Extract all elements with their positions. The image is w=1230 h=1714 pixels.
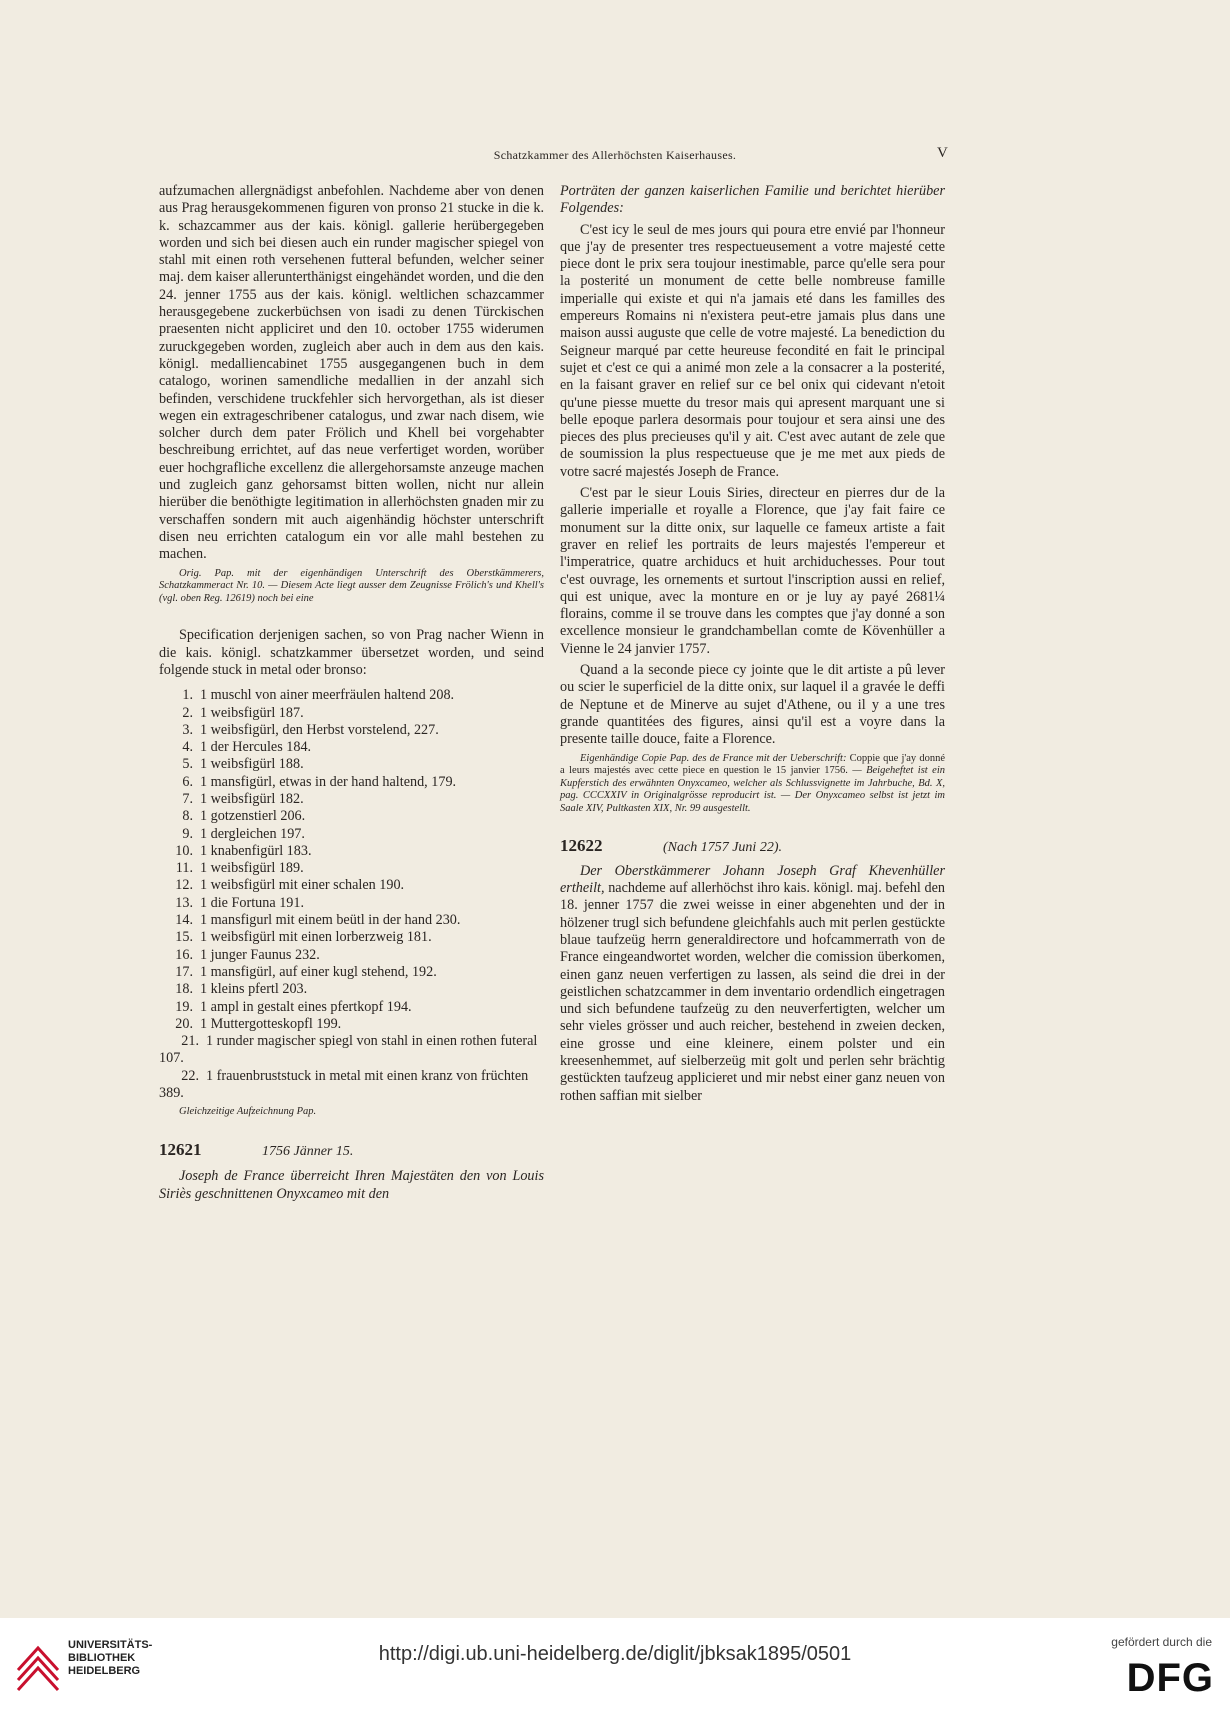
running-title: Schatzkammer des Allerhöchsten Kaiserhauses. (493, 148, 737, 162)
list-item: 20. 1 Muttergotteskopfl 199. (175, 1015, 342, 1032)
list-item: 2. 1 weibsfigürl 187. (182, 704, 304, 721)
left-column (159, 183, 544, 1203)
regest-date: (Nach 1757 Juni 22). (663, 840, 782, 856)
left-paragraph-1: aufzumachen allergnädigst anbefohlen. Nachdeme aber von denen aus Prag herausgekommenen figuren von pronso 21 stucke in die k. k. schazcammer aus der kais. königl. gallerie herübergegeben worden und sich bei diesen auch ein runder magischer spiegel von stahl mit einen roth versehenen futteral befunden, welcher seiner maj. dem kaiser allerunterthänigst eingehändet worden, und die den 24. jenner 1755 aus der kais. königl. weltlichen schazcammer herausgegebene zuckerbüchsen von isadi zu denen Türckischen praesenten nicht appliciret und den 10. october 1755 widerumen zuruckgegeben worden, zugleich aber auch in dem aus den kais. königl. medalliencabinet 1755 ausgegangenen buch in dem catalogo, worinen samendliche medallien in der anzahl sich befinden, verschidene truckfehler sich hervorgethan, als ist dieser wegen ein extrageschribener catalogus, und zwar nach disem, wie solcher durch dem pater Frölich und Khell bei vorgehabter beschreibung errichtet, auf das neue verfertiget worden, worüber euer hochgrafliche excellenz die allergehorsamste anzeuge machen und zugleich ganz gehorsamst bitten wollen, nicht nur allein hierüber die benöthigte legitimation in allerhöchsten gnaden mir zu verschaffen sondern mit auch aigenhändig höchster unterschrift disen neu errichten catalogum ein vor alle mahl bestehen zu machen. (159, 183, 544, 563)
list-item: 19. 1 ampl in gestalt eines pfertkopf 194. (175, 998, 412, 1015)
specification-list-tail (159, 1033, 544, 1102)
list-item: 17. 1 mansfigürl, auf einer kugl stehend, 192. (175, 963, 437, 980)
dfg-logo: DFG (1126, 1656, 1214, 1700)
right-column (560, 183, 945, 1105)
right-continuation: Porträten der ganzen kaiserlichen Familie und berichtet hierüber Folgendes: (560, 183, 945, 217)
page-number: V (937, 145, 948, 161)
regest-summary: Joseph de France überreicht Ihren Majestäten den von Louis Siriès geschnittenen Onyxcameo mit den (159, 1168, 544, 1202)
regest-date: 1756 Jänner 15. (262, 1143, 354, 1159)
list-item: 5. 1 weibsfigürl 188. (182, 756, 304, 773)
list-item: 6. 1 mansfigürl, etwas in der hand haltend, 179. (182, 773, 457, 790)
left-paragraph-2: Specification derjenigen sachen, so von Prag nacher Wienn in die kais. königl. schatzkammer übersetzet worden, und seind folgende stuck in metal oder bronso: (159, 627, 544, 678)
permalink[interactable]: http://digi.ub.uni-heidelberg.de/diglit/jbksak1895/0501 (378, 1643, 852, 1665)
list-item: 22. 1 frauenbruststuck in metal mit einen kranz von früchten 389. (159, 1067, 529, 1102)
list-item: 15. 1 weibsfigürl mit einen lorberzweig 181. (175, 929, 432, 946)
list-item: 3. 1 weibsfigürl, den Herbst vorstelend, 227. (182, 721, 439, 738)
regest-number: 12621 (159, 1139, 202, 1159)
list-item: 21. 1 runder magischer spiegl von stahl in einen rothen futeral 107. (159, 1033, 538, 1067)
list-item: 13. 1 die Fortuna 191. (175, 894, 305, 911)
list-item: 18. 1 kleins pfertl 203. (175, 981, 308, 998)
left-note-2: Gleichzeitige Aufzeichnung Pap. (179, 1106, 317, 1118)
regest-heading-12622 (560, 837, 945, 856)
left-note-1: Orig. Pap. mit der eigenhändigen Unterschrift des Oberstkämmerers, Schatzkammeract Nr. 10. — Diesem Acte liegt ausser dem Zeugnisse Frölich's und Khell's (vgl. oben Reg. 12619) noch bei eine (159, 567, 544, 604)
right-note: Eigenhändige Copie Pap. des de France mit der Ueberschrift: Coppie que j'ay donné a leurs majestés avec cette piece en question le 15 janvier 1756. — Beigeheftet ist ein Kupferstich des erwähnten Onyxcameo, welcher als Schlussvignette im Jahrbuche, Bd. X, pag. CCCXXIV in Originalgrösse reproducirt ist. — Der Onyxcameo selbst ist jetzt im Saale XIV, Pultkasten XIX, Nr. 99 ausgestellt. (560, 752, 946, 814)
regest-heading-12621 (159, 1141, 544, 1160)
list-item: 1. 1 muschl von ainer meerfräulen haltend 208. (182, 687, 455, 704)
list-item: 10. 1 knabenfigürl 183. (175, 842, 312, 859)
regest-text: Der Oberstkämmerer Johann Joseph Graf Khevenhüller ertheilt, nachdeme auf allerhöchst ihro kais. königl. maj. befehl den 18. jenner 1757 die zwei weisse in einer abgenehten und der in hölzener trugl sich befundene gleichfahls auch mit perlen gestückte blaue taufzeüg herrn generaldirectore und hofcammerrath von de France eingeandwortet worden, welcher die comission überkomen, einen ganz neuen verfertigen zu lassen, als seind die drei in der geistlichen schatzcammer in dem inventario ordendlich eingetragen und sich befundene taufzeüg zu den neuverfertigten, welcher um sehr vieles grösser und auch reicher, bestehend in zweien decken, eine grosse und eine kleinere, einem polster und ein kreesenhemmet, auf sielberzeüg mit golt und perlen sehr brächtig gestückten taufzeug applicieret und mir nebst einer ganz neuen von rothen saffian mit sielber (560, 862, 946, 1104)
right-paragraph-3: Quand a la seconde piece cy jointe que le dit artiste a pû lever ou scier le superficiel de la ditte onix, sur laquel il a gravée le deffi de Neptune et de Minerve au sujet d'Athene, ou il y a une tres grande quantitées des figures, ainsi qu'il est a voyre dans la presente taille douce, faite a Florence. (560, 662, 945, 748)
list-item: 8. 1 gotzenstierl 206. (182, 808, 306, 825)
list-item: 4. 1 der Hercules 184. (182, 739, 312, 756)
list-item: 14. 1 mansfigurl mit einem beütl in der hand 230. (175, 912, 461, 929)
list-item: 9. 1 dergleichen 197. (182, 825, 305, 842)
right-paragraph-1: C'est icy le seul de mes jours qui poura etre envié par l'honneur que j'ay de presenter tres respectueusement a votre majesté cette piece dont le prix sera toujour inestimable, parce qu'elle sera pour la posterité un monument de cette belle nombreuse famille imperialle qui existe et qui n'a jamais eté dans les familles des empereurs Romains ni n'existera peut-etre jamais plus dans une maison aussi auguste que celle de votre majesté. La benediction du Seigneur marqué par cette heureuse fecondité en fait le principal sujet et c'est ce qui a animé mon zele a la consacrer a la posterité, en la faisant graver en relief sur ce bel onix qui cidevant n'etoit qu'une piesse muette du tresor mais qui apresent marquant une si belle epoque parlera desormais pour toujour et sera ainsi une des pieces des plus precieuses qu'il y ait. C'est avec autant de zele que de soumission la plus respectueuse que je me met aux pieds de votre sacré majestés Joseph de France. (560, 221, 945, 480)
funding-note: gefördert durch die (1111, 1635, 1212, 1649)
regest-number: 12622 (560, 836, 603, 856)
list-item: 7. 1 weibsfigürl 182. (182, 790, 304, 807)
list-item: 12. 1 weibsfigürl mit einer schalen 190. (175, 877, 405, 894)
library-name: UNIVERSITÄTS- BIBLIOTHEK HEIDELBERG (68, 1639, 153, 1677)
list-item: 11. 1 weibsfigürl 189. (175, 860, 304, 877)
right-paragraph-2: C'est par le sieur Louis Siries, directeur en pierres dur de la gallerie imperialle et royalle a Florence, que j'ay fait faire ce monument sur la ditte onix, sur laquelle ce fameux artiste a fait graver en relief les portraits de leurs majestés l'empereur et l'imperatrice, quatre archiducs et huit archiduchesses. Pour tout c'est ouvrage, les ornements et surtout l'inscription aussi en relief, qui est unique, avec la monture en or je luy ay payé 2681¼ florains, comme il se trouve dans les comptes que j'ay donné a son excellence monsieur le grandchambellan comte de Kövenhüller a Vienne le 24 janvier 1757. (560, 485, 945, 657)
list-item: 16. 1 junger Faunus 232. (175, 946, 320, 963)
footer-bar (0, 1618, 1230, 1714)
specification-list (159, 687, 544, 1033)
